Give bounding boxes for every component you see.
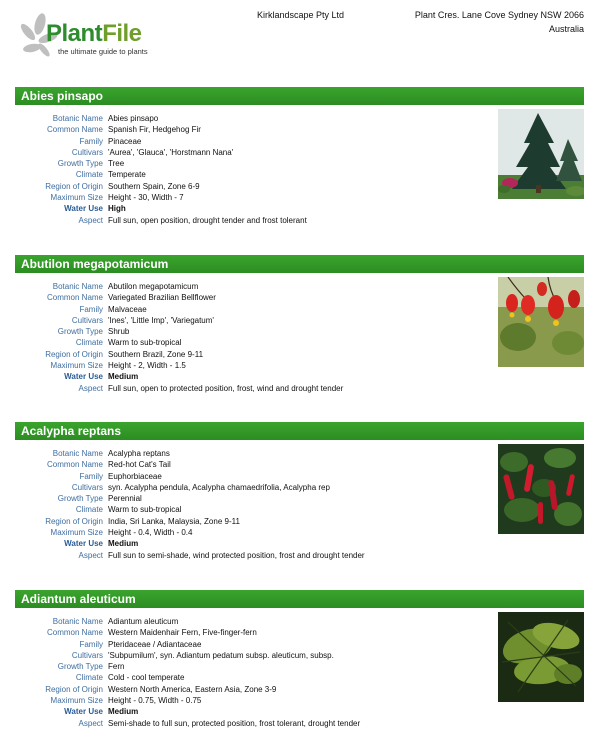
field-value: Full sun to semi-shade, wind protected position, frost and drought tender xyxy=(108,550,365,560)
detail-row xyxy=(15,718,584,729)
field-label: Region of Origin xyxy=(45,349,103,359)
field-value: Warm to sub-tropical xyxy=(108,505,182,515)
field-label: Growth Type xyxy=(57,662,103,672)
field-label: Aspect xyxy=(78,215,103,225)
field-value: Abies pinsapo xyxy=(108,114,159,123)
field-label: Water Use xyxy=(64,204,103,214)
field-label: Botanic Name xyxy=(52,449,103,458)
field-value: High xyxy=(108,204,126,214)
field-label: Cultivars xyxy=(71,482,103,492)
field-value: Height - 0.4, Width - 0.4 xyxy=(108,528,193,538)
detail-row xyxy=(15,383,584,394)
field-label: Climate xyxy=(75,338,103,348)
field-label: Common Name xyxy=(46,125,103,135)
field-label: Water Use xyxy=(64,707,103,717)
field-label: Region of Origin xyxy=(45,516,103,526)
field-value: Height - 0.75, Width - 0.75 xyxy=(108,696,202,706)
field-label: Common Name xyxy=(46,293,103,303)
field-value: Pteridaceae / Adiantaceae xyxy=(108,639,202,649)
field-value: Perennial xyxy=(108,494,142,504)
field-value: Temperate xyxy=(108,170,146,180)
field-label: Cultivars xyxy=(71,147,103,157)
detail-row xyxy=(15,550,584,561)
field-label: Maximum Size xyxy=(50,361,103,371)
field-value: 'Subpumilum', syn. Adiantum pedatum subsp. aleuticum, subsp. xyxy=(108,650,334,660)
plant-section xyxy=(15,590,584,729)
company-name: Kirklandscape Pty Ltd xyxy=(257,10,345,20)
detail-row xyxy=(15,215,584,226)
field-value: Pinaceae xyxy=(108,136,142,146)
address-line2: Australia xyxy=(548,24,584,34)
field-value: Height - 30, Width - 7 xyxy=(108,193,184,203)
plantfile-logo xyxy=(18,8,178,68)
field-label: Growth Type xyxy=(57,327,103,337)
field-label: Botanic Name xyxy=(52,617,103,626)
logo-text: PlantFile xyxy=(46,20,142,47)
field-value: Adiantum aleuticum xyxy=(108,617,179,626)
plant-photo xyxy=(498,277,584,367)
field-value: Malvaceae xyxy=(108,304,147,314)
field-label: Maximum Size xyxy=(50,696,103,706)
field-label: Common Name xyxy=(46,628,103,638)
field-value: Height - 2, Width - 1.5 xyxy=(108,361,186,371)
field-label: Climate xyxy=(75,170,103,180)
field-value: Western Maidenhair Fern, Five-finger-fern xyxy=(108,628,257,638)
field-value: syn. Acalypha pendula, Acalypha chamaedrifolia, Acalypha rep xyxy=(108,482,330,492)
field-value: Southern Spain, Zone 6-9 xyxy=(108,181,200,191)
field-label: Botanic Name xyxy=(52,282,103,291)
field-label: Family xyxy=(79,639,103,649)
plant-photo xyxy=(498,444,584,534)
plant-title-bar: Abutilon megapotamicum xyxy=(15,255,584,273)
plant-title-bar: Adiantum aleuticum xyxy=(15,590,584,608)
field-value: Acalypha reptans xyxy=(108,449,170,458)
field-value: Tree xyxy=(108,159,125,169)
field-label: Family xyxy=(79,136,103,146)
address-line1: Plant Cres. Lane Cove Sydney NSW 2066 xyxy=(414,10,584,20)
detail-row xyxy=(15,371,584,382)
field-label: Aspect xyxy=(78,550,103,560)
field-value: Cold - cool temperate xyxy=(108,673,185,683)
field-label: Botanic Name xyxy=(52,114,103,123)
field-value: 'Ines', 'Little Imp', 'Variegatum' xyxy=(108,315,214,325)
field-value: Euphorbiaceae xyxy=(108,471,162,481)
field-label: Water Use xyxy=(64,372,103,382)
field-label: Growth Type xyxy=(57,159,103,169)
field-label: Region of Origin xyxy=(45,684,103,694)
field-label: Family xyxy=(79,304,103,314)
field-value: Abutilon megapotamicum xyxy=(108,282,199,291)
field-label: Region of Origin xyxy=(45,181,103,191)
field-value: Variegated Brazilian Bellflower xyxy=(108,293,216,303)
plant-title-bar: Acalypha reptans xyxy=(15,422,584,440)
field-label: Maximum Size xyxy=(50,528,103,538)
field-value: Semi-shade to full sun, protected position, frost tolerant, drought tender xyxy=(108,718,361,728)
field-value: 'Aurea', 'Glauca', 'Horstmann Nana' xyxy=(108,147,234,157)
field-value: India, Sri Lanka, Malaysia, Zone 9-11 xyxy=(108,516,240,526)
field-value: Medium xyxy=(108,707,139,717)
detail-row xyxy=(15,538,584,549)
field-value: Medium xyxy=(108,372,139,382)
field-label: Aspect xyxy=(78,383,103,393)
plant-photo xyxy=(498,109,584,199)
plant-title-bar: Abies pinsapo xyxy=(15,87,584,105)
field-value: Warm to sub-tropical xyxy=(108,338,182,348)
page-header xyxy=(0,0,599,80)
field-label: Climate xyxy=(75,505,103,515)
field-value: Red-hot Cat's Tail xyxy=(108,460,171,470)
field-value: Fern xyxy=(108,662,125,672)
field-value: Shrub xyxy=(108,327,130,337)
plant-section xyxy=(15,255,584,394)
field-value: Southern Brazil, Zone 9-11 xyxy=(108,349,204,359)
detail-row xyxy=(15,706,584,717)
field-label: Water Use xyxy=(64,539,103,549)
field-label: Common Name xyxy=(46,460,103,470)
plant-photo xyxy=(498,612,584,702)
detail-row xyxy=(15,203,584,214)
field-label: Cultivars xyxy=(71,315,103,325)
field-value: Western North America, Eastern Asia, Zone 3-9 xyxy=(108,684,277,694)
logo-tagline: the ultimate guide to plants xyxy=(58,47,148,56)
field-label: Family xyxy=(79,471,103,481)
field-label: Climate xyxy=(75,673,103,683)
field-label: Growth Type xyxy=(57,494,103,504)
field-label: Maximum Size xyxy=(50,193,103,203)
field-value: Full sun, open to protected position, frost, wind and drought tender xyxy=(108,383,344,393)
plant-section xyxy=(15,87,584,226)
field-label: Cultivars xyxy=(71,650,103,660)
field-value: Medium xyxy=(108,539,139,549)
field-value: Spanish Fir, Hedgehog Fir xyxy=(108,125,201,135)
field-value: Full sun, open position, drought tender and frost tolerant xyxy=(108,215,307,225)
plant-section xyxy=(15,422,584,561)
field-label: Aspect xyxy=(78,718,103,728)
